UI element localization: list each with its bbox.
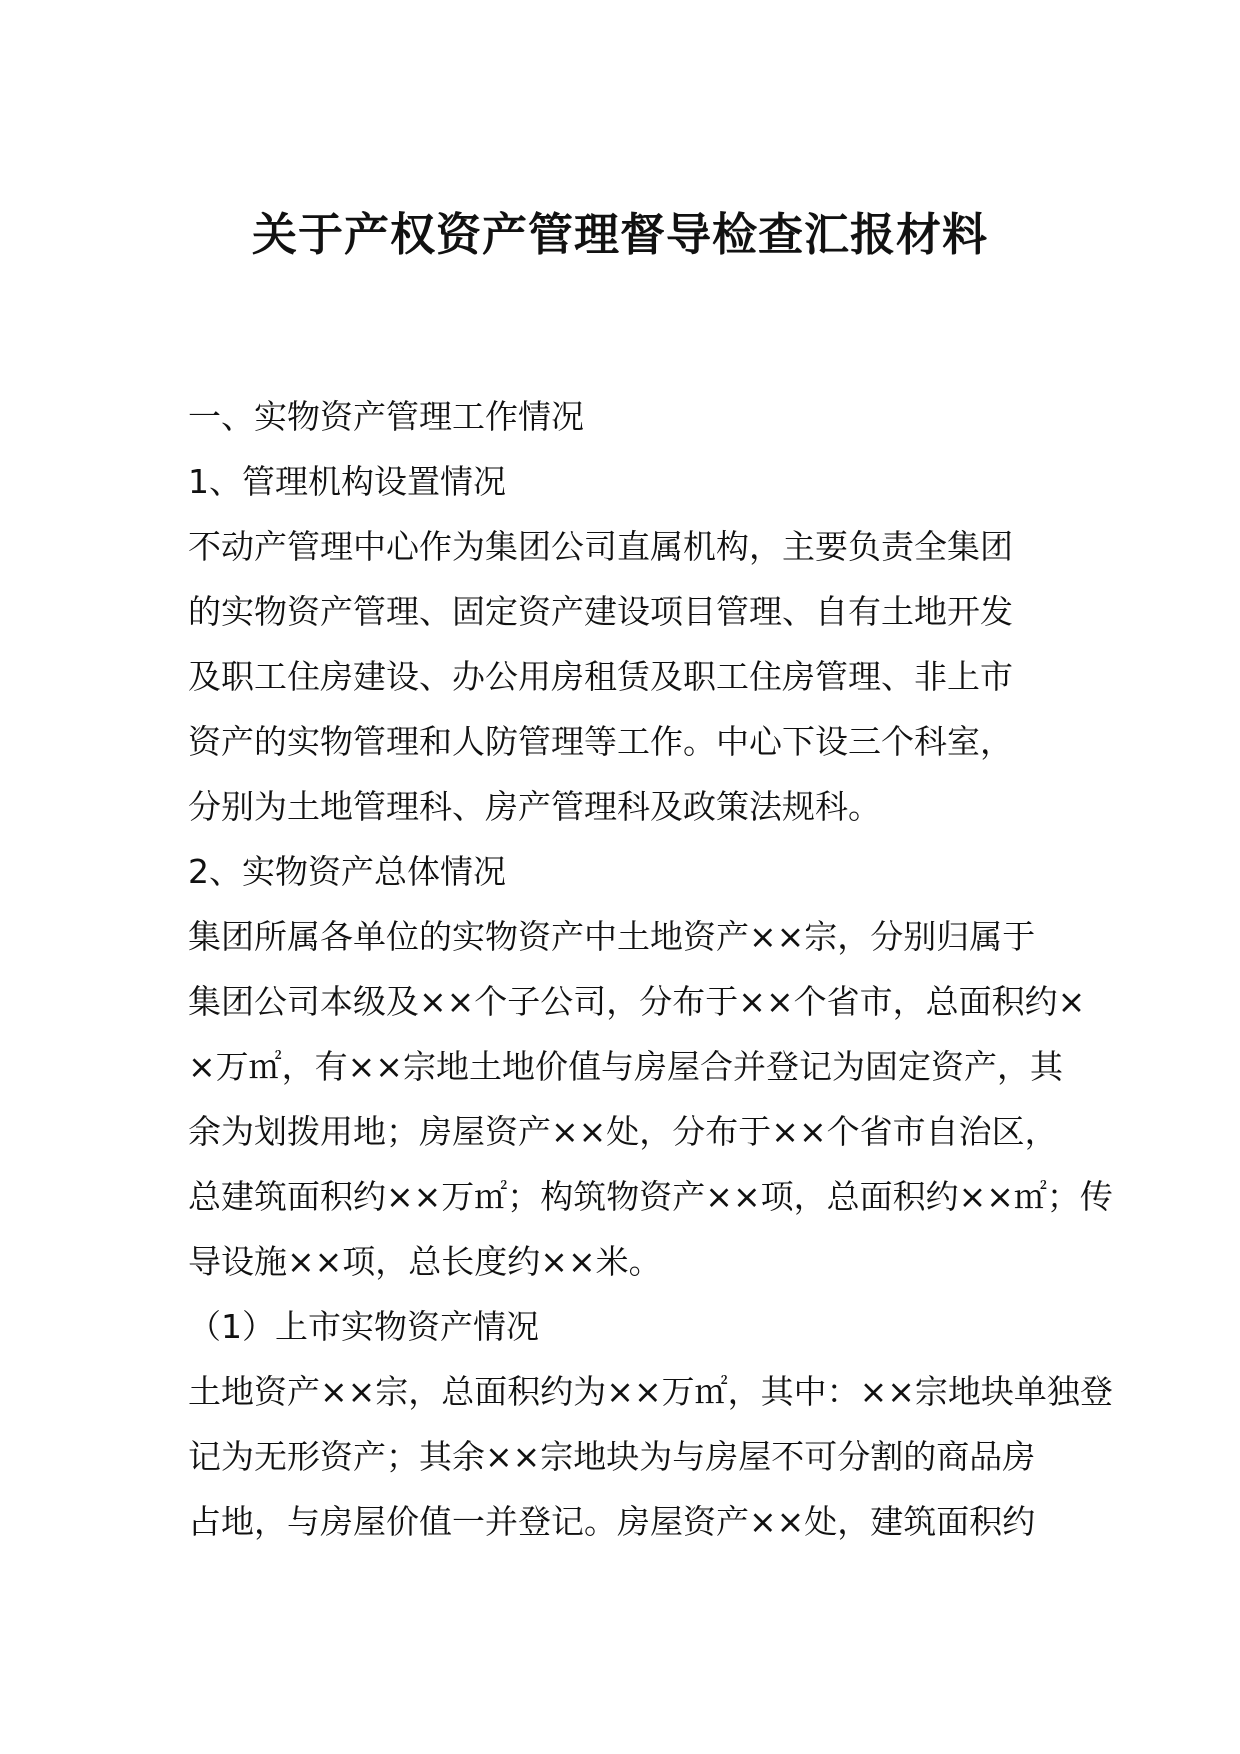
subsection-heading: （1）上市实物资产情况 [188,1307,539,1346]
paragraph-line: 土地资产××宗，总面积约为××万㎡，其中：××宗地块单独登 [188,1372,1113,1411]
paragraph-line: 总建筑面积约××万㎡；构筑物资产××项，总面积约××㎡；传 [188,1177,1113,1216]
paragraph-line: 余为划拨用地；房屋资产××处，分布于××个省市自治区， [188,1112,1058,1151]
paragraph-line: 导设施××项，总长度约××米。 [188,1242,662,1281]
paragraph-line: ×万㎡，有××宗地土地价值与房屋合并登记为固定资产，其 [188,1047,1063,1086]
paragraph-line: 集团所属各单位的实物资产中土地资产××宗，分别归属于 [188,917,1036,956]
paragraph-line: 集团公司本级及××个子公司，分布于××个省市，总面积约× [188,982,1086,1021]
document-body [188,384,1113,1554]
subsection-heading: 1、管理机构设置情况 [188,462,506,501]
subsection-heading: 2、实物资产总体情况 [188,852,506,891]
paragraph-line: 及职工住房建设、办公用房租赁及职工住房管理、非上市 [188,657,1013,696]
paragraph-line: 记为无形资产；其余××宗地块为与房屋不可分割的商品房 [188,1437,1036,1476]
section-heading: 一、实物资产管理工作情况 [188,397,584,436]
paragraph-line: 占地，与房屋价值一并登记。房屋资产××处，建筑面积约 [188,1502,1036,1541]
document-title: 关于产权资产管理督导检查汇报材料 [251,208,988,261]
paragraph-line: 的实物资产管理、固定资产建设项目管理、自有土地开发 [188,592,1013,631]
paragraph-line: 分别为土地管理科、房产管理科及政策法规科。 [188,787,881,826]
paragraph-line: 不动产管理中心作为集团公司直属机构，主要负责全集团 [188,527,1013,566]
paragraph-line: 资产的实物管理和人防管理等工作。中心下设三个科室， [188,722,1013,761]
